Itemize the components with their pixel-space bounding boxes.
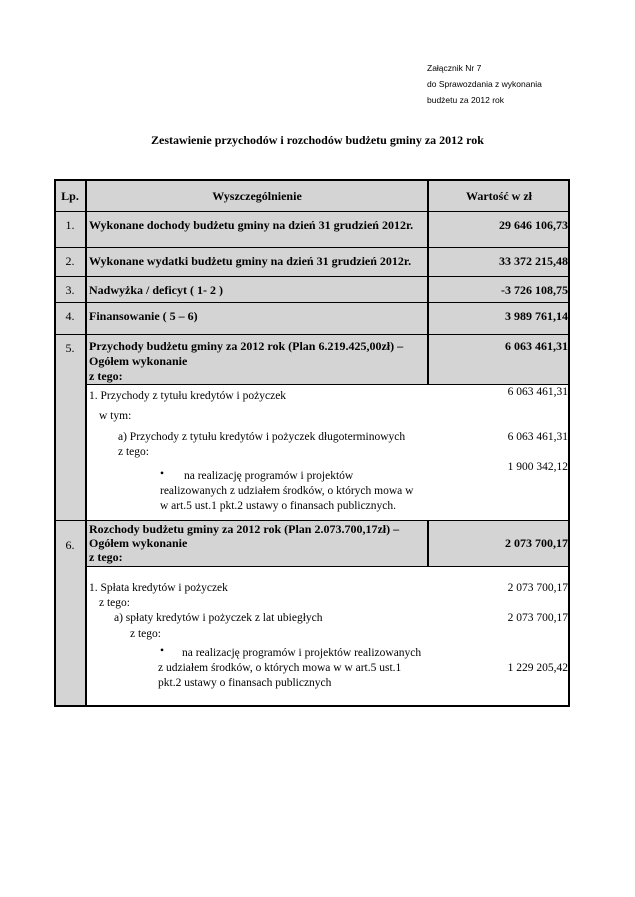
row-6-detail-1: 1. Spłata kredytów i pożyczek: [89, 582, 228, 594]
row-2-desc: Wykonane wydatki budżetu gminy na dzień 31 grudzień 2012r.: [86, 248, 428, 277]
row-6-detail-4: z tego:: [130, 628, 161, 640]
row-divider-4: [54, 334, 570, 335]
row-5-detail-5: na realizację programów i projektów: [184, 470, 354, 482]
header-desc: Wyszczególnienie: [86, 179, 428, 212]
row-divider-2: [54, 276, 570, 277]
row-6-detail-6: z udziałem środków, o których mowa w w art.5 ust.1: [158, 662, 402, 674]
row-5-lp-column: [54, 335, 86, 521]
row-6-desc-line-2: Ogółem wykonanie: [89, 536, 188, 550]
row-5-detail-bullet: •: [160, 468, 165, 480]
row-1-lp: 1.: [54, 212, 86, 248]
table-border-left: [54, 179, 56, 707]
row-3-desc: Nadwyżka / deficyt ( 1- 2 ): [86, 277, 428, 303]
row-4-desc: Finansowanie ( 5 – 6): [86, 303, 428, 335]
row-2-lp: 2.: [54, 248, 86, 277]
table-border-top: [54, 179, 570, 181]
table-border-right: [568, 179, 570, 707]
row-5-desc-line-2: Ogółem wykonanie: [89, 354, 188, 368]
row-6-lp: 6.: [65, 538, 75, 552]
row-6-desc-line-3: z tego:: [89, 550, 123, 564]
row-6-detail-2: z tego:: [99, 597, 130, 609]
row-5-desc: [86, 335, 428, 385]
column-divider-2-middle: [427, 521, 429, 567]
row-5-detail-4: z tego:: [118, 446, 149, 458]
annex-line-2: do Sprawozdania z wykonania: [427, 79, 542, 89]
row-3-value: -3 726 108,75: [428, 277, 570, 303]
row-5-lp: 5.: [65, 341, 75, 355]
row-2-value: 33 372 215,48: [428, 248, 570, 277]
row-6-detail-3: a) spłaty kredytów i pożyczek z lat ubiegłych: [114, 612, 323, 624]
row-6-detail-5: na realizację programów i projektów realizowanych: [182, 647, 422, 659]
row-divider-3: [54, 302, 570, 303]
budget-table: [54, 179, 570, 707]
annex-line-3: budżetu za 2012 rok: [427, 95, 505, 105]
row-5-detail-5-value: 1 900 342,12: [507, 461, 568, 473]
header-underline: [54, 211, 570, 212]
row-divider-1: [54, 247, 570, 248]
row-5-detail-1: 1. Przychody z tytułu kredytów i pożyczek: [89, 390, 287, 402]
row-5-detail-3-value: 6 063 461,31: [507, 431, 568, 443]
row-6-value: 2 073 700,17: [428, 521, 570, 567]
row-5-detail-6: realizowanych z udziałem środków, o których mowa w: [160, 485, 414, 497]
row-6-detail-bullet: •: [160, 645, 165, 657]
row-4-value: 3 989 761,14: [428, 303, 570, 335]
document-title: Zestawienie przychodów i rozchodów budżetu gminy za 2012 rok: [151, 133, 484, 147]
row-1-value: 29 646 106,73: [428, 212, 570, 248]
row-6-detail-1-value: 2 073 700,17: [507, 582, 568, 594]
row-6-details: [86, 567, 570, 707]
row-5-detail-1-value: 6 063 461,31: [507, 386, 568, 398]
row-5-details: [86, 385, 570, 521]
table-border-bottom: [54, 705, 570, 707]
row-6-detail-5-value: 1 229 205,42: [507, 662, 568, 674]
row-6-desc: [86, 521, 428, 567]
row-6-desc-line-1: Rozchody budżetu gminy za 2012 rok (Plan 2.073.700,17zł) –: [89, 522, 400, 536]
column-divider-2-top: [427, 179, 429, 385]
row-5-desc-line-1: Przychody budżetu gminy za 2012 rok (Plan 6.219.425,00zł) –: [89, 339, 404, 353]
header-lp: Lp.: [54, 179, 86, 212]
row-6-detail-7: pkt.2 ustawy o finansach publicznych: [158, 677, 332, 689]
row-divider-5: [54, 520, 570, 521]
row-5-detail-2: w tym:: [99, 410, 132, 422]
row-1-desc: Wykonane dochody budżetu gminy na dzień 31 grudzień 2012r.: [86, 212, 428, 248]
row-5-desc-line-3: z tego:: [89, 369, 123, 383]
annex-line-1: Załącznik Nr 7: [427, 63, 482, 73]
header-value: Wartość w zł: [428, 179, 570, 212]
row-5-detail-7: w art.5 ust.1 pkt.2 ustawy o finansach publicznych.: [160, 500, 397, 512]
row-4-lp: 4.: [54, 303, 86, 335]
row-5-detail-3: a) Przychody z tytułu kredytów i pożyczek długoterminowych: [118, 431, 406, 443]
row-6-detail-3-value: 2 073 700,17: [507, 612, 568, 624]
row-5-heading-divider: [86, 384, 570, 385]
row-6-heading-divider: [86, 566, 570, 567]
row-5-value: 6 063 461,31: [428, 335, 570, 385]
row-3-lp: 3.: [54, 277, 86, 303]
annex-note: [427, 60, 542, 108]
column-divider-1: [85, 179, 87, 707]
